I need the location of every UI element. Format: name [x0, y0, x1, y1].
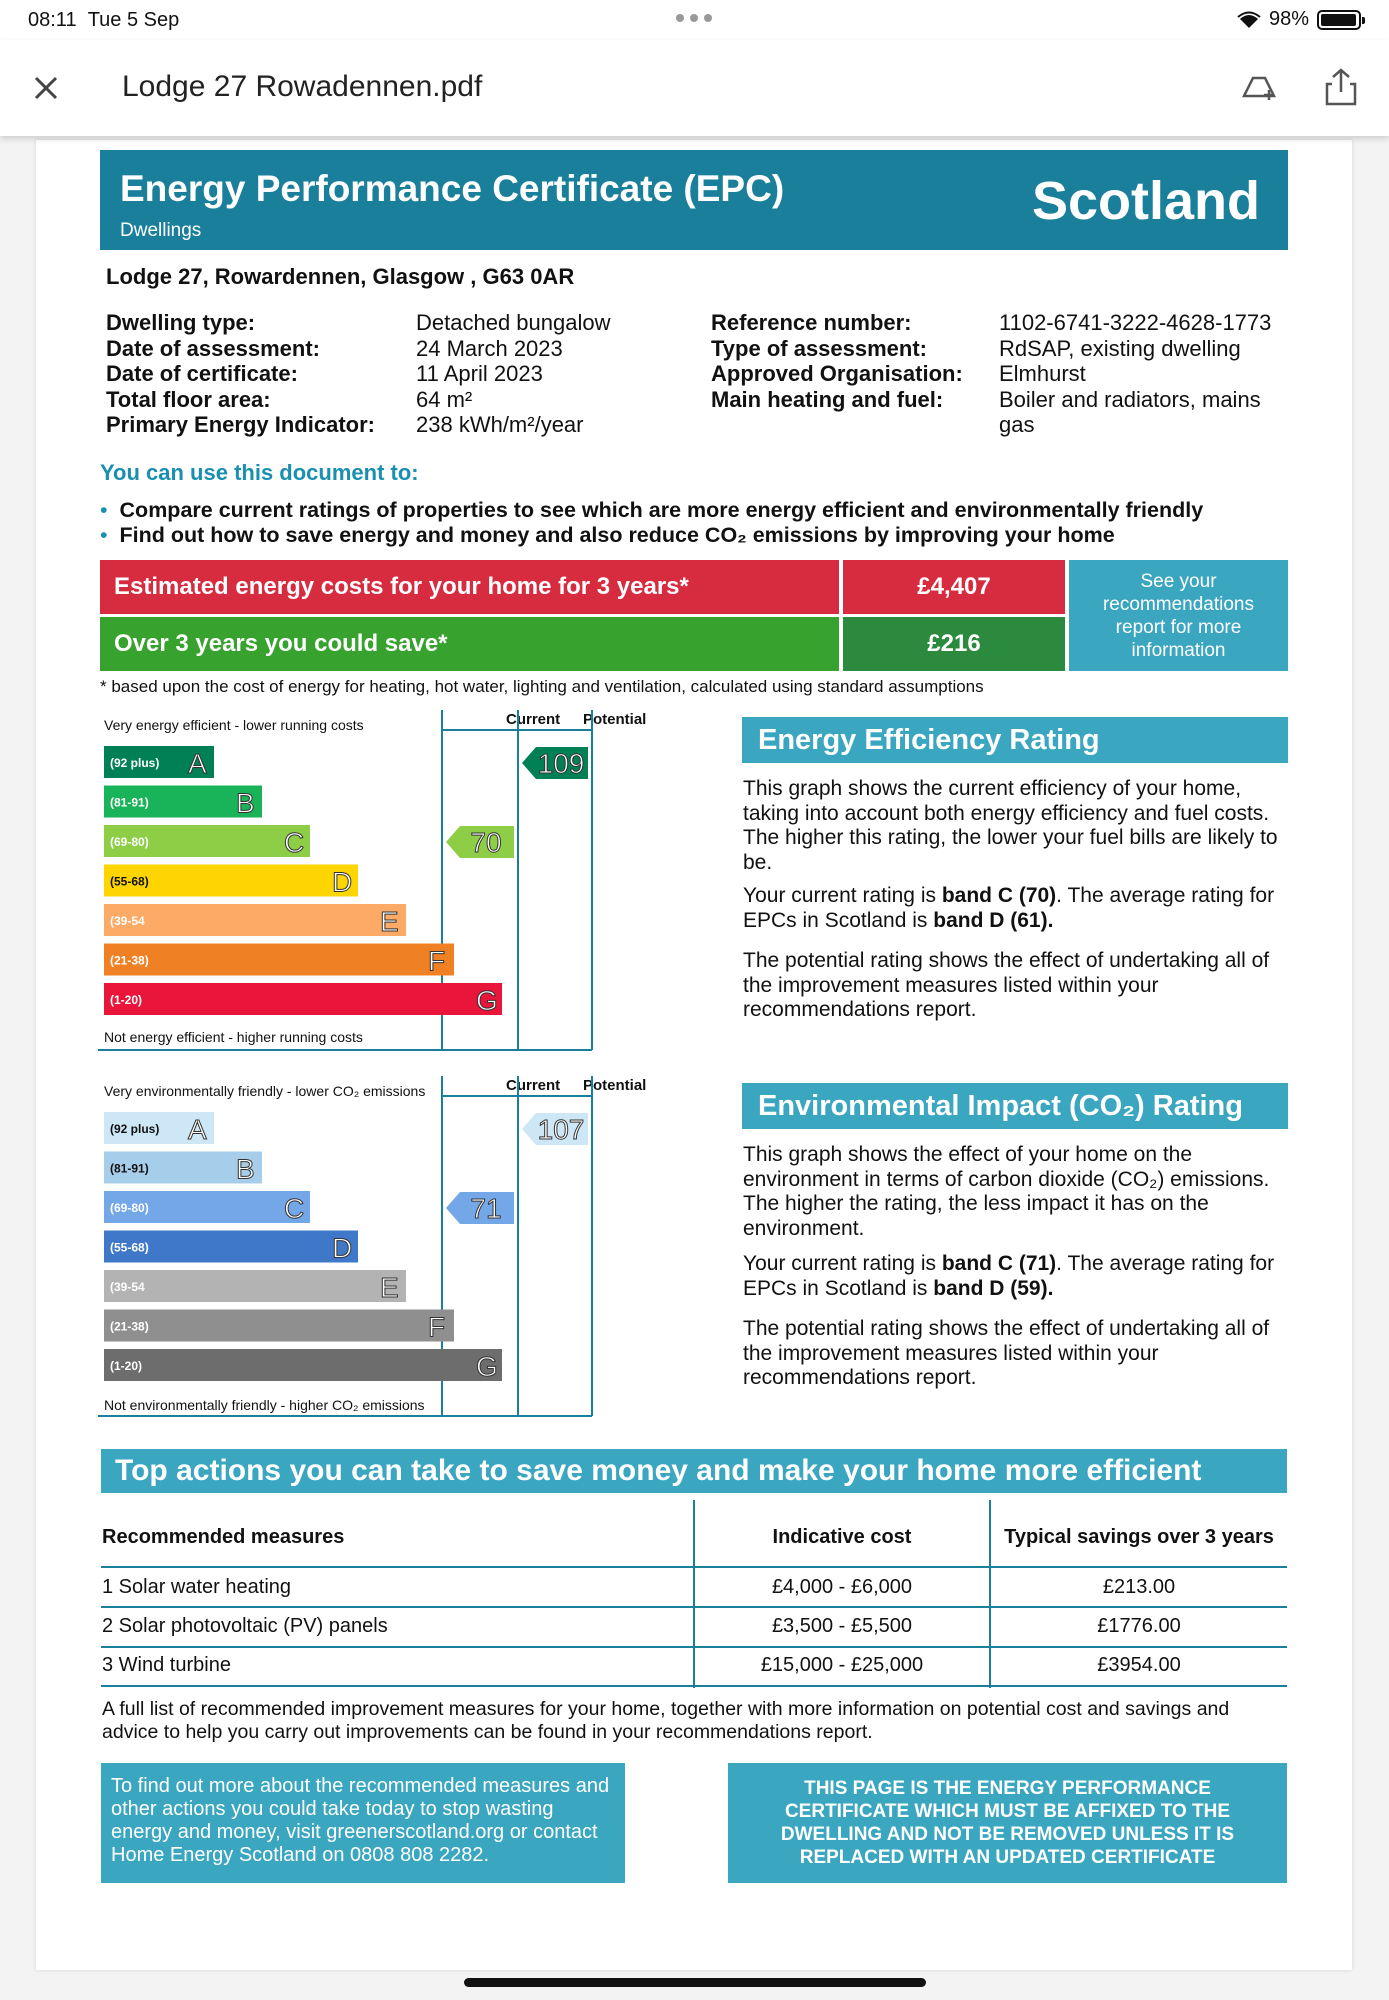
share-icon[interactable] [1320, 66, 1362, 108]
country-label: Scotland [1031, 171, 1260, 231]
file-title: Lodge 27 Rowadennen.pdf [122, 70, 483, 103]
home-indicator[interactable] [464, 1978, 926, 1987]
estimated-cost-label: Estimated energy costs for your home for 3 years* [100, 560, 839, 614]
actions-footer: A full list of recommended improvement measures for your home, together with more information on potential cost and savings and advice to help you carry out improvements can be found in your recommendations report. [102, 1698, 1230, 1743]
env-band-letter-E: E [380, 1272, 399, 1303]
env-band-letter-C: C [284, 1193, 305, 1224]
ee-band-letter-A: A [188, 748, 207, 779]
env-current-value: 71 [470, 1193, 502, 1224]
table-header-measures: Recommended measures [102, 1526, 345, 1548]
close-icon[interactable] [28, 70, 64, 106]
env-band-letter-A: A [188, 1114, 207, 1145]
env-para-3: The potential rating shows the effect of undertaking all of the improvement measures listed within your recommendations report. [743, 1317, 1270, 1389]
epc-header [100, 150, 1288, 250]
ee-title: Energy Efficiency Rating [742, 717, 1288, 763]
env-band-range-A: (92 plus) [110, 1122, 160, 1136]
env-potential-value: 107 [537, 1114, 585, 1145]
env-col-potential: Potential [583, 1077, 647, 1094]
env-band-range-D: (55-68) [110, 1240, 149, 1255]
ee-band-letter-D: D [332, 866, 353, 898]
table-header-savings: Typical savings over 3 years [1004, 1526, 1274, 1548]
env-band-range-E: (39-54 [110, 1280, 145, 1294]
cost-footnote: * based upon the cost of energy for heating, hot water, lighting and ventilation, calculated using standard assumptions [100, 677, 984, 696]
ee-band-range-C: (69-80) [110, 835, 149, 849]
ee-para-3: The potential rating shows the effect of undertaking all of the improvement measures listed within your recommendations report. [743, 949, 1270, 1021]
env-band-bar-F [104, 1310, 454, 1342]
ee-band-bar-F [104, 944, 454, 976]
env-bottom-caption: Not environmentally friendly - higher CO₂ emissions [104, 1397, 425, 1413]
env-para-2: Your current rating is band C (71). The average rating for EPCs in Scotland is band D (59). [743, 1252, 1275, 1300]
env-band-letter-D: D [332, 1232, 353, 1264]
environmental-impact-chart [98, 1072, 652, 1420]
env-band-range-C: (69-80) [110, 1201, 149, 1215]
save-value: £216 [843, 617, 1065, 671]
env-col-current: Current [506, 1077, 561, 1094]
pdf-page [36, 140, 1352, 1970]
ee-band-range-E: (39-54 [110, 914, 145, 928]
ee-band-letter-E: E [380, 906, 399, 937]
viewer-toolbar [0, 40, 1389, 136]
table-header-cost: Indicative cost [772, 1526, 912, 1548]
ee-band-letter-B: B [236, 787, 255, 819]
multitasking-dots[interactable] [676, 14, 712, 22]
details-right: Reference number: 1102-6741-3222-4628-1773 Type of assessment: RdSAP, existing dwelling Approved Organisation: Elmhurst Main heating and fuel: Boiler and radiators, mains gas [711, 310, 1272, 437]
ee-band-bar-E [104, 904, 406, 936]
env-band-letter-G: G [476, 1351, 498, 1382]
ee-potential-value: 109 [537, 748, 585, 779]
certificate-notice: THIS PAGE IS THE ENERGY PERFORMANCE CERTIFICATE WHICH MUST BE AFFIXED TO THE DWELLING AND NOT BE REMOVED UNLESS IT IS REPLACED WITH AN UPDATED CERTIFICATE [728, 1763, 1287, 1883]
more-info-box: To find out more about the recommended measures and other actions you could take today to stop wasting energy and money, visit greenerscotland.org or contact Home Energy Scotland on 0808 808 2282. [101, 1763, 625, 1883]
ee-col-current: Current [506, 711, 561, 728]
ee-bottom-caption: Not energy efficient - higher running costs [104, 1029, 363, 1045]
ee-col-potential: Potential [583, 711, 647, 728]
details-left: Dwelling type: Detached bungalow Date of assessment: 24 March 2023 Date of certificate: 11 April 2023 Total floor area: 64 m² Primary Energy Indicator: 238 kWh/m²/year [106, 310, 611, 437]
ee-band-range-F: (21-38) [110, 953, 149, 968]
env-para-1: This graph shows the effect of your home on the environment in terms of carbon dioxide (CO₂) emissions. The higher the rating, the less impact it has on the environment. [743, 1143, 1270, 1240]
epc-subtitle: Dwellings [120, 220, 202, 241]
epc-title: Energy Performance Certificate (EPC) [120, 168, 785, 209]
status-bar [0, 0, 1389, 40]
ee-band-bar-G [104, 983, 502, 1015]
ee-current-value: 70 [470, 827, 502, 858]
ee-para-2: Your current rating is band C (70). The average rating for EPCs in Scotland is band D (61). [743, 884, 1275, 932]
estimated-cost-value: £4,407 [843, 560, 1065, 614]
recommendations-info: See your recommendations report for more information [1069, 560, 1288, 671]
env-top-caption: Very environmentally friendly - lower CO₂ emissions [104, 1083, 426, 1099]
env-band-range-F: (21-38) [110, 1319, 149, 1334]
ee-band-letter-C: C [284, 827, 305, 858]
env-band-bar-G [104, 1349, 502, 1381]
env-band-range-B: (81-91) [110, 1161, 149, 1176]
ee-band-letter-F: F [428, 945, 446, 977]
status-time: 08:11 Tue 5 Sep [28, 9, 180, 31]
env-band-range-G: (1-20) [110, 1359, 143, 1373]
ee-top-caption: Very energy efficient - lower running costs [104, 717, 364, 733]
env-band-bar-E [104, 1270, 406, 1302]
ee-para-1: This graph shows the current efficiency of your home, taking into account both energy efficiency and fuel costs. The higher this rating, the lower your fuel bills are likely to be. [743, 777, 1278, 874]
use-bullet: • Find out how to save energy and money and also reduce CO₂ emissions by improving your home [100, 523, 1115, 547]
property-address: Lodge 27, Rowardennen, Glasgow , G63 0AR [106, 264, 575, 289]
ee-band-range-G: (1-20) [110, 993, 143, 1007]
top-actions-title: Top actions you can take to save money and make your home more efficient [101, 1449, 1287, 1493]
env-band-letter-F: F [428, 1311, 446, 1343]
table-row: 3 Wind turbine £15,000 - £25,000 £3954.00 [102, 1654, 1181, 1676]
use-bullet: • Compare current ratings of properties to see which are more energy efficient and environmentally friendly [100, 498, 1204, 522]
wifi-icon [1237, 11, 1261, 29]
ee-band-range-D: (55-68) [110, 874, 149, 889]
table-row: 2 Solar photovoltaic (PV) panels £3,500 - £5,500 £1776.00 [102, 1615, 1181, 1637]
env-band-letter-B: B [236, 1153, 255, 1185]
energy-efficiency-chart [98, 706, 652, 1052]
battery-percent: 98% [1268, 8, 1309, 30]
add-to-drive-icon[interactable] [1238, 66, 1280, 108]
ee-band-range-B: (81-91) [110, 795, 149, 810]
battery-icon [1317, 10, 1361, 30]
ee-band-letter-G: G [476, 985, 498, 1016]
ee-band-range-A: (92 plus) [110, 756, 160, 770]
table-row: 1 Solar water heating £4,000 - £6,000 £213.00 [102, 1576, 1176, 1598]
use-heading: You can use this document to: [100, 460, 419, 485]
save-label: Over 3 years you could save* [100, 617, 839, 671]
env-title: Environmental Impact (CO₂) Rating [742, 1083, 1288, 1129]
